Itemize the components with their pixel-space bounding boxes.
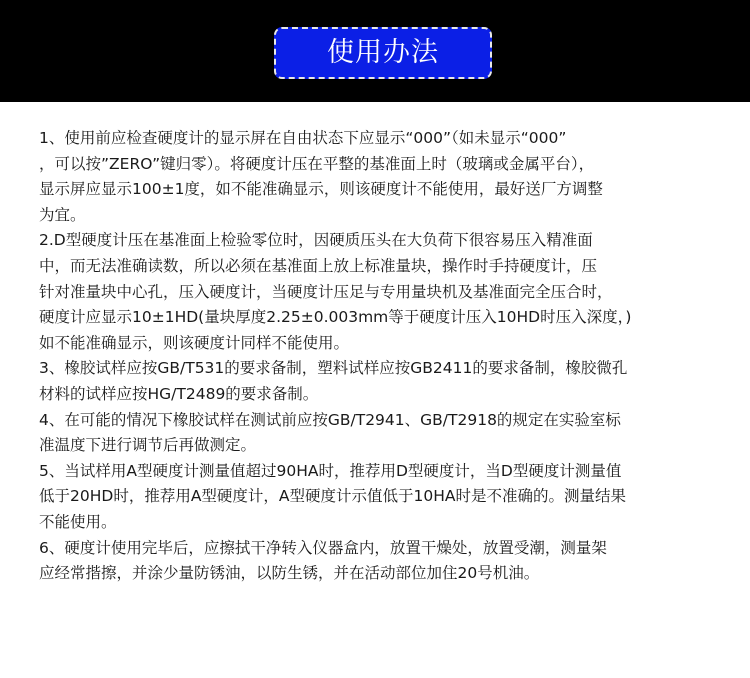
instruction-line: 如不能准确显示，则该硬度计同样不能使用。 [39, 333, 350, 352]
instruction-line: 材料的试样应按HG/T2489的要求备制。 [39, 384, 319, 403]
instruction-line: 6、硬度计使用完毕后，应擦拭干净转入仪器盒内，放置干燥处，放置受潮，测量架 [39, 538, 607, 557]
instruction-line: 中，而无法准确读数，所以必须在基准面上放上标准量块，操作时手持硬度计，压 [39, 256, 598, 275]
instruction-line: 针对准量块中心孔，压入硬度计，当硬度计压足与专用量块机及基准面完全压合时， [39, 282, 613, 301]
instruction-line: 1、使用前应检查硬度计的显示屏在自由状态下应显示“000”（如未显示“000” [39, 129, 567, 147]
instruction-line: 2.D型硬度计压在基准面上检验零位时，因硬质压头在大负荷下很容易压入精准面 [39, 231, 593, 250]
instruction-line: 4、在可能的情况下橡胶试样在测试前应按GB/T2941、GB/T2918的规定在实验室标 [39, 410, 621, 429]
instruction-line: 为宜。 [39, 205, 86, 224]
instructions-text [39, 126, 729, 587]
instruction-line: 低于20HD时，推荐用A型硬度计，A型硬度计示值低于10HA时是不准确的。测量结果 [39, 487, 627, 506]
instruction-line: ，可以按”ZERO”键归零）。将硬度计压在平整的基准面上时（玻璃或金属平台）， [39, 154, 595, 173]
instruction-line: 准温度下进行调节后再做测定。 [39, 436, 257, 455]
instruction-line: 硬度计应显示10±1HD(量块厚度2.25±0.003mm等于硬度计压入10HD时压入深度，) [39, 308, 632, 327]
page-title: 使用办法 [274, 27, 492, 79]
instruction-line: 不能使用。 [39, 512, 117, 531]
instruction-line: 应经常揩擦，并涂少量防锈油，以防生锈，并在活动部位加住20号机油。 [39, 564, 540, 583]
header-band [0, 0, 750, 102]
instruction-line: 显示屏应显示100±1度，如不能准确显示，则该硬度计不能使用，最好送厂方调整 [39, 180, 603, 199]
instruction-line: 5、当试样用A型硬度计测量值超过90HA时，推荐用D型硬度计，当D型硬度计测量值 [39, 461, 622, 480]
instruction-line: 3、橡胶试样应按GB/T531的要求备制，塑料试样应按GB2411的要求备制，橡胶微孔 [39, 359, 628, 378]
